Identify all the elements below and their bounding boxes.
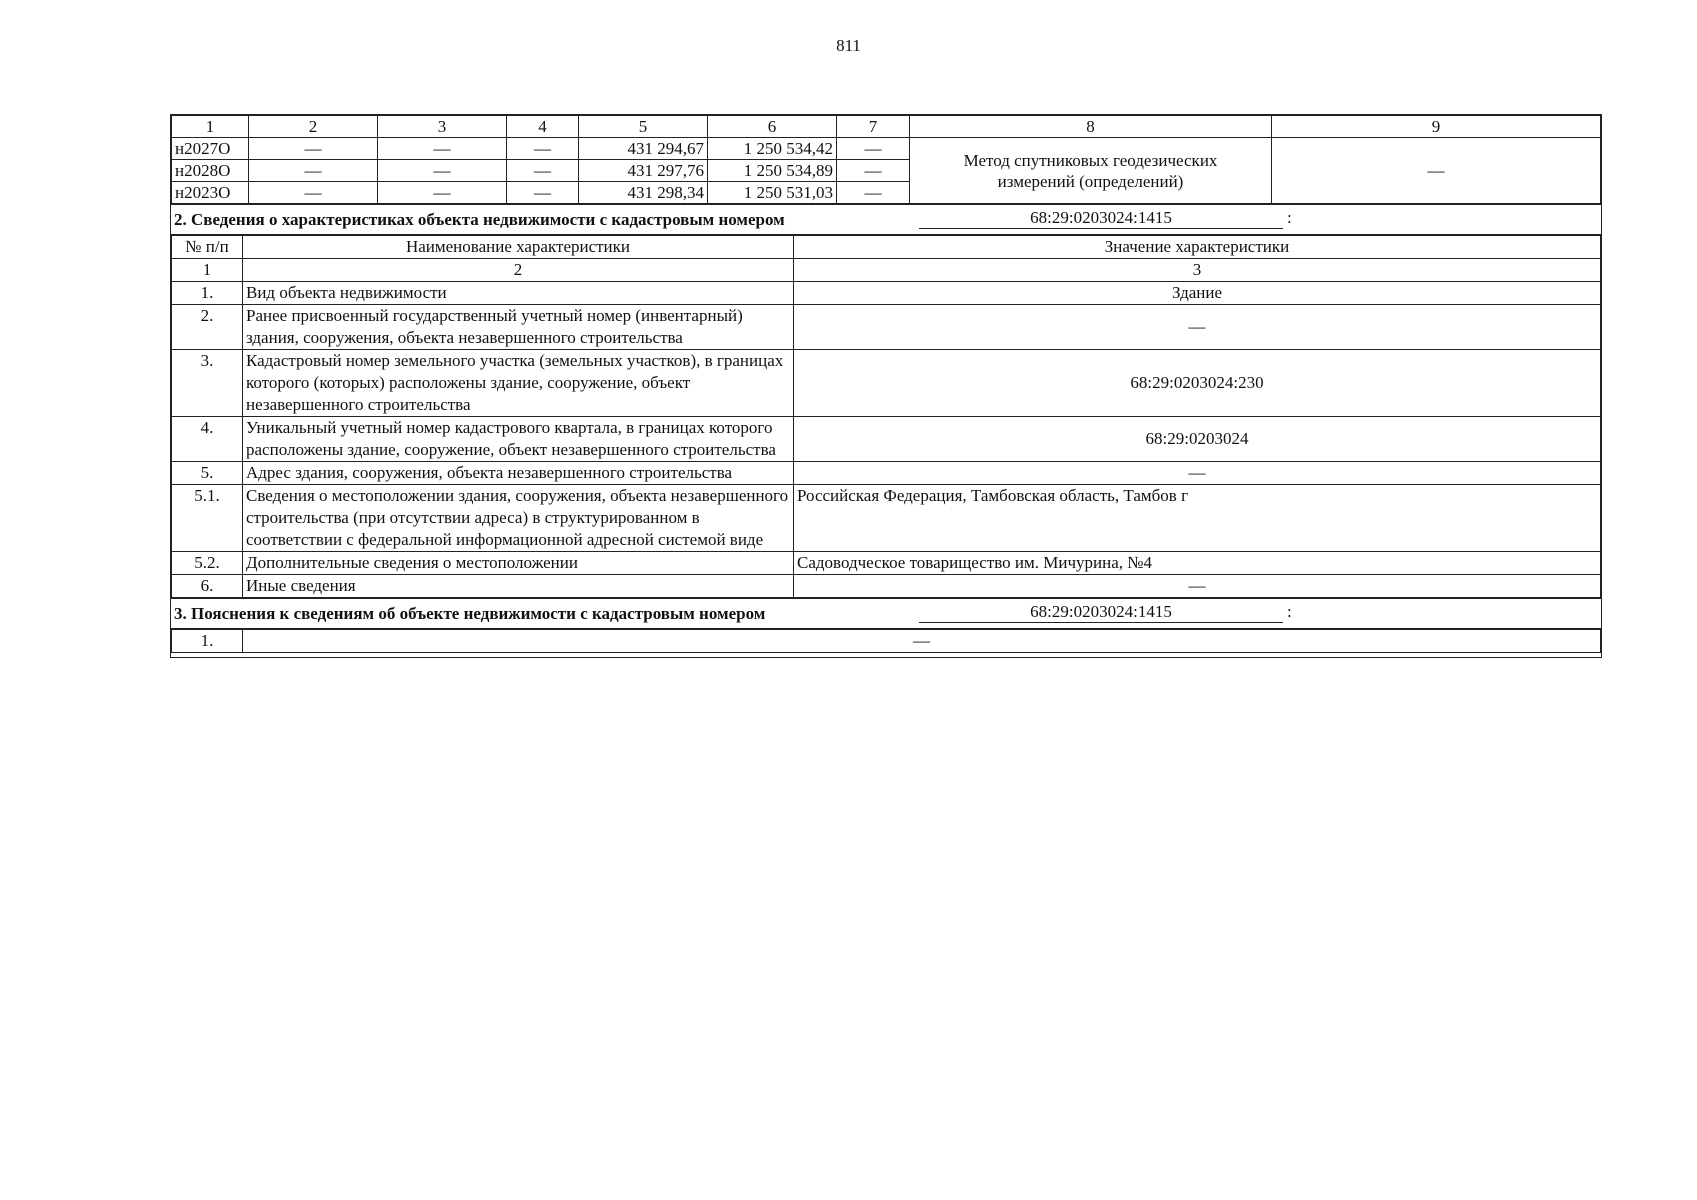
row-num: 2. <box>172 305 243 350</box>
table-row <box>172 305 1601 350</box>
column-number: 3 <box>794 259 1601 282</box>
coord-x: 431 298,34 <box>579 182 708 204</box>
cell-value: — <box>378 182 507 204</box>
row-name: Вид объекта недвижимости <box>243 282 794 305</box>
table-row <box>172 282 1601 305</box>
table-row <box>172 485 1601 552</box>
row-name: Адрес здания, сооружения, объекта незавершенного строительства <box>243 462 794 485</box>
section2-colon: : <box>1287 208 1292 227</box>
header-name: Наименование характеристики <box>243 236 794 259</box>
row-value: — <box>794 305 1601 350</box>
cell-value: — <box>507 138 579 160</box>
page-number: 811 <box>836 36 861 55</box>
coord-y: 1 250 531,03 <box>708 182 837 204</box>
cell-value: — <box>507 182 579 204</box>
row-num: 4. <box>172 417 243 462</box>
method-cell: Метод спутниковых геодезических измерений (определений) <box>910 138 1272 204</box>
row-num: 5. <box>172 462 243 485</box>
table-row <box>172 552 1601 575</box>
row-num: 1. <box>172 630 243 653</box>
cell-value: — <box>507 160 579 182</box>
section2-heading <box>171 204 1601 235</box>
table-row <box>172 575 1601 598</box>
header-cell: 9 <box>1272 116 1601 138</box>
header-value: Значение характеристики <box>794 236 1601 259</box>
notes-table <box>171 629 1601 653</box>
row-num: 6. <box>172 575 243 598</box>
table-row <box>172 462 1601 485</box>
row-value: — <box>794 462 1601 485</box>
row-name: Уникальный учетный номер кадастрового квартала, в границах которого расположены здание, сооружение, объект незавершенного строительства <box>243 417 794 462</box>
table-row <box>172 350 1601 417</box>
header-cell: 8 <box>910 116 1272 138</box>
row-name: Иные сведения <box>243 575 794 598</box>
row-num: 5.2. <box>172 552 243 575</box>
header-num: № п/п <box>172 236 243 259</box>
document-table <box>170 114 1602 658</box>
col9-cell: — <box>1272 138 1601 204</box>
header-cell: 1 <box>172 116 249 138</box>
cell-value: — <box>837 182 910 204</box>
row-name: Ранее присвоенный государственный учетный номер (инвентарный) здания, сооружения, объекта незавершенного строительства <box>243 305 794 350</box>
row-value: 68:29:0203024:230 <box>794 350 1601 417</box>
section2-title: 2. Сведения о характеристиках объекта недвижимости с кадастровым номером <box>174 209 785 229</box>
row-num: 1. <box>172 282 243 305</box>
row-value: Здание <box>794 282 1601 305</box>
coordinates-table <box>171 115 1601 204</box>
column-number-row <box>172 259 1601 282</box>
header-cell: 3 <box>378 116 507 138</box>
header-cell: 2 <box>249 116 378 138</box>
cell-value: — <box>378 160 507 182</box>
coordinates-header-row <box>172 116 1601 138</box>
cell-value: — <box>249 182 378 204</box>
coord-y: 1 250 534,89 <box>708 160 837 182</box>
row-name: Дополнительные сведения о местоположении <box>243 552 794 575</box>
section2-cadastral-number: 68:29:0203024:1415 <box>919 207 1283 229</box>
table-row <box>172 417 1601 462</box>
coord-y: 1 250 534,42 <box>708 138 837 160</box>
row-value: Садоводческое товарищество им. Мичурина, №4 <box>794 552 1601 575</box>
header-cell: 4 <box>507 116 579 138</box>
header-cell: 7 <box>837 116 910 138</box>
row-value: 68:29:0203024 <box>794 417 1601 462</box>
characteristics-table <box>171 235 1601 598</box>
row-num: 5.1. <box>172 485 243 552</box>
cell-value: — <box>837 138 910 160</box>
section3-title: 3. Пояснения к сведениям об объекте недвижимости с кадастровым номером <box>174 603 766 623</box>
row-name: Сведения о местоположении здания, сооружения, объекта незавершенного строительства (при отсутствии адреса) в структурированном в соответствии с федеральной информационной адресной системой виде <box>243 485 794 552</box>
header-cell: 6 <box>708 116 837 138</box>
cell-value: — <box>249 138 378 160</box>
table-row <box>172 630 1601 653</box>
section3-colon: : <box>1287 602 1292 621</box>
row-num: 3. <box>172 350 243 417</box>
row-value: — <box>243 630 1601 653</box>
row-value: — <box>794 575 1601 598</box>
point-id: н2028О <box>172 160 249 182</box>
section3-heading <box>171 598 1601 629</box>
row-name: Кадастровый номер земельного участка (земельных участков), в границах которого (которых) расположены здание, сооружение, объект незавершенного строительства <box>243 350 794 417</box>
cell-value: — <box>249 160 378 182</box>
table-row <box>172 138 1601 160</box>
cell-value: — <box>837 160 910 182</box>
section3-cadastral-number: 68:29:0203024:1415 <box>919 601 1283 623</box>
column-number: 1 <box>172 259 243 282</box>
row-value: Российская Федерация, Тамбовская область, Тамбов г <box>794 485 1601 552</box>
characteristics-header-row <box>172 236 1601 259</box>
point-id: н2023О <box>172 182 249 204</box>
cell-value: — <box>378 138 507 160</box>
header-cell: 5 <box>579 116 708 138</box>
point-id: н2027О <box>172 138 249 160</box>
coord-x: 431 297,76 <box>579 160 708 182</box>
coord-x: 431 294,67 <box>579 138 708 160</box>
column-number: 2 <box>243 259 794 282</box>
